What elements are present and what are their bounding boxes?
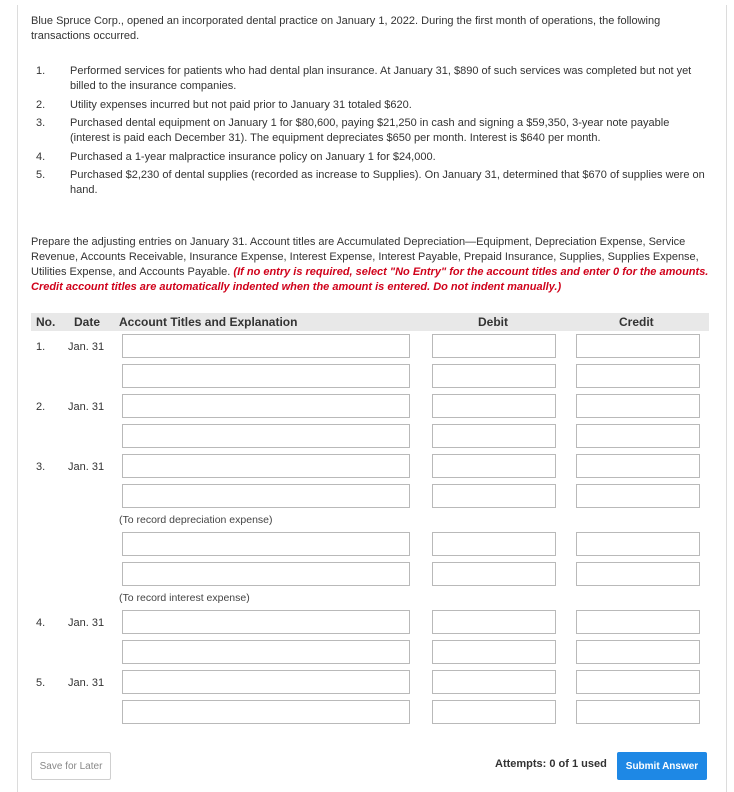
debit-input[interactable] (432, 700, 556, 724)
entry-date: Jan. 31 (68, 617, 105, 629)
debit-input[interactable] (432, 640, 556, 664)
debit-input[interactable] (432, 394, 556, 418)
depreciation-note: (To record depreciation expense) (119, 514, 273, 526)
credit-input[interactable] (576, 640, 700, 664)
list-item-number: 3. (36, 117, 46, 129)
credit-input[interactable] (576, 700, 700, 724)
debit-input[interactable] (432, 484, 556, 508)
debit-input[interactable] (432, 334, 556, 358)
interest-note: (To record interest expense) (119, 592, 250, 604)
debit-input[interactable] (432, 610, 556, 634)
account-title-input[interactable] (122, 640, 410, 664)
credit-input[interactable] (576, 334, 700, 358)
list-item-text: Performed services for patients who had dental plan insurance. At January 31, $890 of such services was completed but not yet billed to the insurance companies. (70, 65, 692, 92)
list-item-text: Purchased dental equipment on January 1 for $80,600, paying $21,250 in cash and signing a $59,350, 3-year note payable (interest is paid each December 31). The equipment depreciates $650 per month. Interest is $640 per month. (70, 117, 670, 144)
debit-input[interactable] (432, 424, 556, 448)
attempts-counter: Attempts: 0 of 1 used (495, 758, 607, 770)
credit-input[interactable] (576, 364, 700, 388)
credit-input[interactable] (576, 610, 700, 634)
account-title-input[interactable] (122, 532, 410, 556)
entry-date: Jan. 31 (68, 341, 105, 353)
credit-input[interactable] (576, 454, 700, 478)
list-item-number: 4. (36, 151, 46, 163)
account-title-input[interactable] (122, 562, 410, 586)
table-header (31, 313, 709, 331)
list-item-number: 1. (36, 65, 46, 77)
account-title-input[interactable] (122, 484, 410, 508)
credit-input[interactable] (576, 484, 700, 508)
account-title-input[interactable] (122, 334, 410, 358)
debit-input[interactable] (432, 454, 556, 478)
entry-number: 1. (36, 341, 46, 353)
header-debit: Debit (478, 315, 508, 329)
header-date: Date (74, 315, 101, 329)
account-title-input[interactable] (122, 700, 410, 724)
list-item-text: Purchased $2,230 of dental supplies (recorded as increase to Supplies). On January 31, determined that $670 of supplies were on hand. (70, 169, 705, 196)
instructions-note: (If no entry is required, select "No Entry" for the account titles and enter 0 for the amounts. Credit account titles are automatically indented when the amount is entered. Do not indent manually.) (31, 266, 709, 293)
list-item-number: 5. (36, 169, 46, 181)
credit-input[interactable] (576, 532, 700, 556)
credit-input[interactable] (576, 562, 700, 586)
entry-date: Jan. 31 (68, 401, 105, 413)
credit-input[interactable] (576, 394, 700, 418)
problem-intro: Blue Spruce Corp., opened an incorporated dental practice on January 1, 2022. During the first month of operations, the following transactions occurred. (31, 15, 661, 42)
credit-input[interactable] (576, 424, 700, 448)
entry-number: 5. (36, 677, 46, 689)
account-title-input[interactable] (122, 454, 410, 478)
list-item-number: 2. (36, 99, 46, 111)
account-title-input[interactable] (122, 670, 410, 694)
debit-input[interactable] (432, 532, 556, 556)
debit-input[interactable] (432, 670, 556, 694)
debit-input[interactable] (432, 364, 556, 388)
list-item-text: Purchased a 1-year malpractice insurance policy on January 1 for $24,000. (70, 151, 436, 163)
instructions (31, 235, 721, 295)
debit-input[interactable] (432, 562, 556, 586)
entry-number: 4. (36, 617, 46, 629)
header-account: Account Titles and Explanation (119, 315, 298, 329)
header-credit: Credit (619, 315, 654, 329)
list-item-text: Utility expenses incurred but not paid prior to January 31 totaled $620. (70, 99, 412, 111)
entry-number: 2. (36, 401, 46, 413)
entry-date: Jan. 31 (68, 461, 105, 473)
account-title-input[interactable] (122, 424, 410, 448)
account-title-input[interactable] (122, 610, 410, 634)
account-title-input[interactable] (122, 364, 410, 388)
header-no: No. (36, 315, 56, 329)
submit-answer-button[interactable]: Submit Answer (617, 752, 707, 780)
save-for-later-button[interactable]: Save for Later (31, 752, 111, 780)
instructions-text: Prepare the adjusting entries on January 31. Account titles are Accumulated Depreciation—Equipment, Depreciation Expense, Service Revenue, Accounts Receivable, Insurance Expense, Interest Expense, Interest Payable, Prepaid Insurance, Supplies, Supplies Expense, Utilities Expense, and Accounts Payable. (31, 236, 699, 278)
credit-input[interactable] (576, 670, 700, 694)
entry-number: 3. (36, 461, 46, 473)
account-title-input[interactable] (122, 394, 410, 418)
entry-date: Jan. 31 (68, 677, 105, 689)
